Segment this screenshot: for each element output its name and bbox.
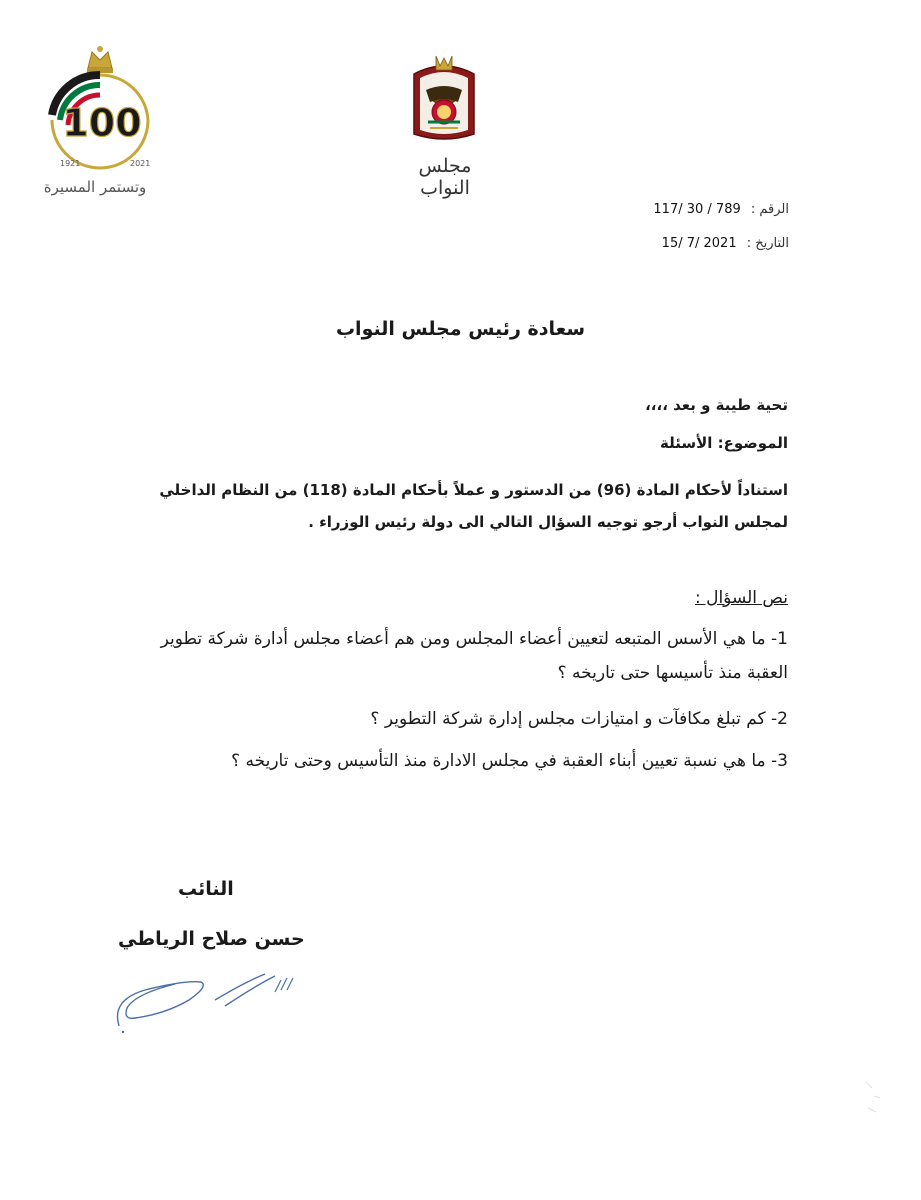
reference-value: 117/ 30 / 789: [653, 202, 741, 217]
questions-heading: نص السؤال :: [694, 588, 788, 608]
centenary-year-end: 2021: [130, 159, 151, 168]
date-value: 15/ 7/ 2021: [661, 236, 737, 251]
centenary-year-start: 1921: [60, 159, 81, 168]
signatory-title: النائب: [178, 878, 234, 900]
centenary-caption: وتستمر المسيرة: [43, 178, 147, 196]
scan-artifact: [862, 1078, 892, 1118]
question-item: 1- ما هي الأسس المتبعه لتعيين أعضاء المجلس ومن هم أعضاء مجلس أدارة شركة تطوير العقبة منذ تأسيسها حتى تاريخه ؟: [160, 629, 788, 683]
handwritten-signature: [105, 960, 305, 1040]
reference-label: الرقم :: [750, 202, 789, 217]
date-row: [662, 236, 789, 251]
date-label: التاريخ :: [746, 236, 789, 251]
coat-of-arms-icon: [408, 52, 480, 147]
subject-line: الموضوع: الأسئلة: [659, 434, 788, 452]
greeting: تحية طيبة و بعد ،،،،: [645, 396, 788, 414]
centenary-number: 100: [62, 101, 142, 145]
question-item: 2- كم تبلغ مكافآت و امتيازات مجلس إدارة شركة التطوير ؟: [370, 709, 788, 729]
house-logotype: مجلس النواب: [418, 155, 472, 199]
intro-paragraph: استناداً لأحكام المادة (96) من الدستور و عملاً بأحكام المادة (118) من النظام الداخلي لمجلس النواب أرجو توجيه السؤال التالي الى دولة رئيس الوزراء .: [159, 481, 788, 531]
crown-icon: [87, 46, 113, 73]
addressee-heading: سعادة رئيس مجلس النواب: [335, 318, 586, 340]
question-item: 3- ما هي نسبة تعيين أبناء العقبة في مجلس الادارة منذ التأسيس وحتى تاريخه ؟: [231, 751, 788, 771]
reference-number-row: [653, 202, 789, 217]
signatory-name: حسن صلاح الرياطي: [118, 928, 305, 950]
